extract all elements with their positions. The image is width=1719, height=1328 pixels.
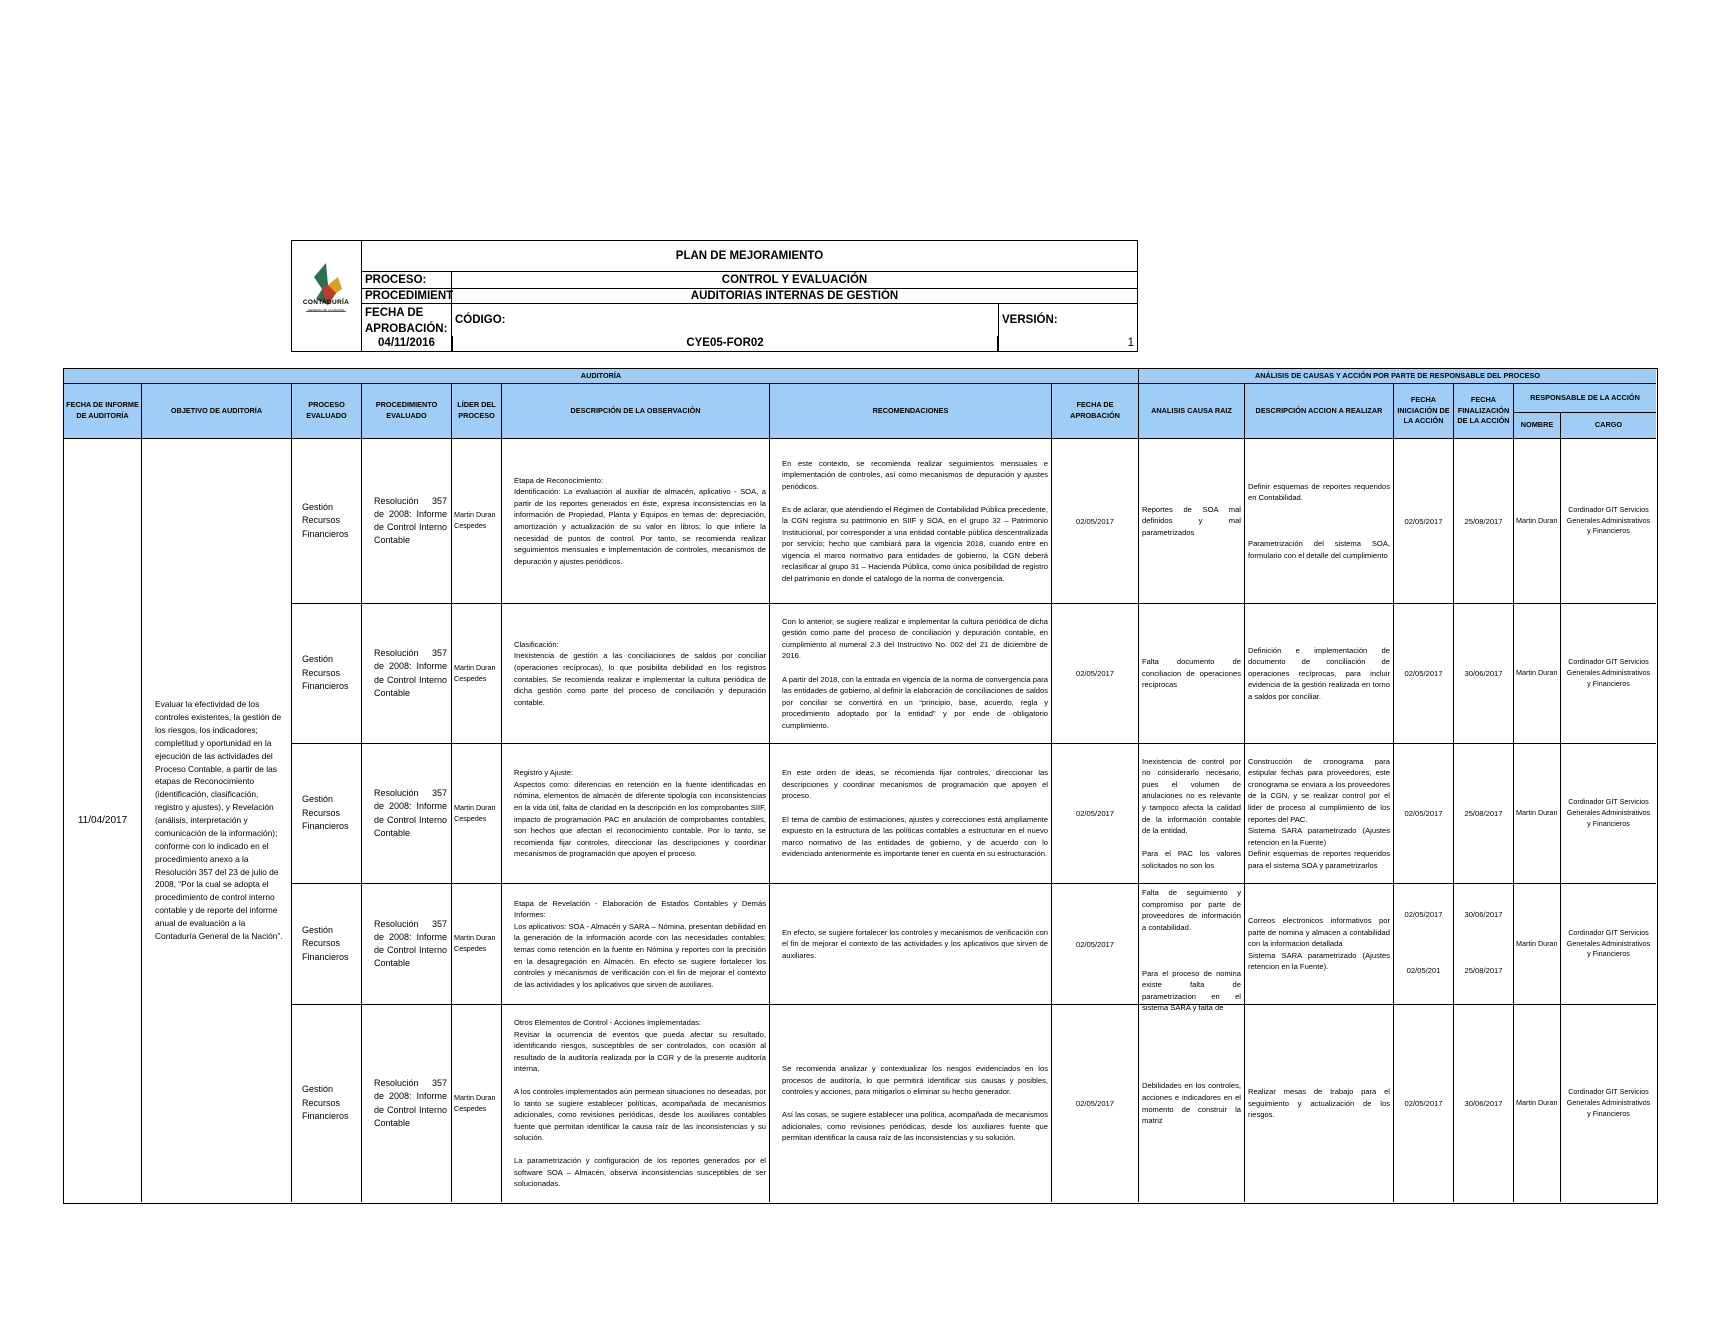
procedimiento-cell: Resolución 357 de 2008: Informe de Control Interno Contable (362, 744, 452, 884)
proceso-cell: Gestión Recursos Financieros (292, 1005, 362, 1202)
nombre-cell: Martin Duran (1514, 1005, 1561, 1202)
col-fecha-aprobacion: FECHA DE APROBACIÓN (1052, 384, 1139, 439)
fecha-label-line2: APROBACIÓN: (365, 323, 448, 335)
accion-cell (1245, 1005, 1394, 1202)
analisis-cell (1139, 1005, 1245, 1202)
analisis-cell (1139, 439, 1245, 604)
fecha-label-line1: FECHA DE (365, 307, 424, 319)
procedimiento-cell: Resolución 357 de 2008: Informe de Control Interno Contable (362, 439, 452, 604)
accion-text: Realizar mesas de trabajo para el seguimiento y actualización de los riesgos. (1248, 1087, 1390, 1120)
fecha-informe-cell: 11/04/2017 (64, 439, 142, 1202)
analisis-text: Debilidades en los controles, acciones e indicadores en el momento de construir la matriz (1142, 1081, 1241, 1126)
lider-cell: Martin Duran Cespedes (452, 1005, 502, 1202)
proceso-cell: Gestión Recursos Financieros (292, 604, 362, 744)
fecha-fin-cell: 30/06/2017 (1454, 1005, 1514, 1202)
cargo-cell: Cordinador GIT Servicios Generales Administrativos y Financieros (1561, 439, 1656, 604)
nombre-cell: Martin Duran (1514, 744, 1561, 884)
descripcion-text: Etapa de Revelación - Elaboración de Estados Contables y Demás Informes: Los aplicativos: SOA - Almacén y SARA – Nómina, presentan debilidad en la generación de la información acorde con las necesidades contables; temas como retención en la fuente en Nómina y reportes con la precisión en la desagregación en Almacén. En efecto se sugiere fortalecer los controles y mecanismos de verificación con el fin de mejorar el contexto de las actividades y los aplicativos que sirven de auxiliares. (514, 898, 766, 989)
descripcion-text: Clasificación: Inexistencia de gestión a las conciliaciones de saldos por conciliar (operaciones recíprocas), lo que posibilita debilidad en los registros contables. Se recomienda realizar e implementar la cultura periódica de dicha gestión como parte del proceso de conciliación y depuración contable. (514, 639, 766, 707)
col-responsable: RESPONSABLE DE LA ACCIÓN (1514, 384, 1656, 413)
codigo-label: CÓDIGO: (455, 314, 506, 326)
col-procedimiento: PROCEDIMIENTO EVALUADO (362, 384, 452, 439)
proceso-cell: Gestión Recursos Financieros (292, 884, 362, 1005)
recomendaciones-text: En este contexto, se recomienda realizar seguimientos mensuales e implementación de controles, así como mecanismos de depuración y ajustes periódicos. Es de aclarar, que atendiendo el Régimen de Contabilidad Pública precedente, la CGN registra su patrimonio en SIIF y SOA, en el grupo 32 – Patrimonio Institucional, por corresponder a una entidad contable pública descentralizada por servicio; hecho que cambiará para la vigencia 2018, cuando entre en vigencia el marco normativo para entidades de gobierno, la CGN deberá reclasificar al grupo 31 – Hacienda Pública, como única posibilidad de registro del patrimonio en donde el catalogo de la norma de convergencia. (782, 458, 1048, 583)
proceso-value: CONTROL Y EVALUACIÓN (452, 272, 1137, 289)
logo-icon (292, 241, 360, 349)
fecha-aprobacion-cell: 02/05/2017 (1052, 604, 1139, 744)
recomendaciones-text: En efecto, se sugiere fortalecer los controles y mecanismos de verificación con el fin de mejorar el contexto de las actividades y los aplicativos que sirven de auxiliares. (782, 927, 1048, 960)
fecha-fin-cell: 25/08/2017 (1454, 744, 1514, 884)
version-value: 1 (998, 336, 1137, 351)
fecha-inicio-cell (1394, 884, 1454, 1005)
analisis-text: Falta de seguimiento y compromiso por parte de proveedores de información a contabilidad. Para el proceso de nomina existe falta de parametrizacion en el sistema SARA y falta de (1142, 888, 1241, 1013)
document-header (291, 240, 1138, 352)
fecha-fin-2: 25/08/2017 (1464, 966, 1503, 975)
nombre-cell: Martin Duran (1514, 884, 1561, 1005)
analisis-text: Inexistencia de control por no considerarlo necesario, pues el volumen de anulaciones no es relevante y tampoco afecta la calidad de la información contable de la entidad. Para el PAC los valores solicitados no son los (1142, 756, 1241, 870)
proceso-label: PROCESO: (362, 272, 452, 289)
col-cargo: CARGO (1561, 413, 1656, 439)
procedimiento-cell: Resolución 357 de 2008: Informe de Control Interno Contable (362, 1005, 452, 1202)
group-header-analisis: ANÁLISIS DE CAUSAS Y ACCIÓN POR PARTE DE RESPONSABLE DEL PROCESO (1139, 369, 1656, 384)
recomendaciones-cell (770, 744, 1052, 884)
procedimiento-value: AUDITORIAS INTERNAS DE GESTIÓN (452, 289, 1137, 304)
fecha-inicio-cell: 02/05/2017 (1394, 744, 1454, 884)
codigo-value: CYE05-FOR02 (452, 336, 998, 351)
fecha-aprobacion-cell: 02/05/2017 (1052, 439, 1139, 604)
fecha-inicio-2: 02/05/201 (1406, 966, 1441, 975)
version-label: VERSIÓN: (998, 304, 1137, 336)
recomendaciones-cell (770, 604, 1052, 744)
accion-text: Definición e implementación de documento de conciliación de operaciones recíprocas, para incluir evidencia de la gestión realizada en torno a saldos por conciliar. (1248, 645, 1390, 701)
lider-cell: Martin Duran Cespedes (452, 604, 502, 744)
fecha-aprobacion-value: 04/11/2016 (362, 336, 452, 351)
col-fecha-informe: FECHA DE INFORME DE AUDITORÍA (64, 384, 142, 439)
proceso-cell: Gestión Recursos Financieros (292, 744, 362, 884)
accion-cell (1245, 884, 1394, 1005)
accion-cell (1245, 604, 1394, 744)
contaduria-logo (292, 241, 362, 351)
cargo-cell: Cordinador GIT Servicios Generales Administrativos y Financieros (1561, 604, 1656, 744)
objetivo-text: Evaluar la efectividad de los controles existentes, la gestión de los riesgos, los indicadores; completitud y oportunidad en la ejecución de las actividades del Proceso Contable, a partir de las etapas de Reconocimiento (identificación, clasificación, registro y ajustes), y Revelación (análisis, interpretación y comunicación de la información); conforme con lo indicado en el procedimiento anexo a la Resolución 357 del 23 de julio de 2008, “Por la cual se adopta el procedimiento de control interno contable y de reporte del informe anual de evaluación a la Contaduría General de la Nación”. (155, 699, 283, 941)
col-fecha-fin: FECHA FINALIZACIÓN DE LA ACCIÓN (1454, 384, 1514, 439)
cargo-cell: Cordinador GIT Servicios Generales Administrativos y Financieros (1566, 1087, 1651, 1118)
analisis-text: Falta documento de conciliacion de operaciones reciprocas (1142, 657, 1241, 690)
col-descripcion: DESCRIPCIÓN DE LA OBSERVACIÓN (502, 384, 770, 439)
descripcion-text: Etapa de Reconocimiento: Identificación: La evaluación al auxiliar de almacén, aplicativo - SOA, a partir de los reportes generados en éste, expresa inconsistencias en la información de Propiedad, Planta y Equipos en temas de: depreciación, amortización y actualización de su valor en libros; lo que infiere la necesidad de puntos de control. Por tanto, se recomienda realizar seguimientos mensuales e implementación de controles, mecanismos de depuración y ajustes periódicos. (514, 475, 766, 566)
recomendaciones-text: Con lo anterior, se sugiere realizar e implementar la cultura periódica de dicha gestión como parte del proceso de conciliación y depuración contable, en cumplimiento al numeral 2.3 del Instructivo No. 002 del 21 de diciembre de 2016. A partir del 2018, con la entrada en vigencia de la norma de convergencia para las entidades de gobierno, al definir la elaboración de conciliaciones de saldos por conciliar se convertirá en un “principio, base, acuerdo, regla y procedimiento adoptado por la entidad” y por ende de obligatorio cumplimiento. (782, 616, 1048, 730)
cargo-cell: Cordinador GIT Servicios Generales Administrativos y Financieros (1561, 884, 1656, 1005)
nombre-cell: Martin Duran (1514, 439, 1561, 604)
recomendaciones-text: En este orden de ideas, se recomienda fijar controles, direccionar las descripciones y coordinar mecanismos de programación que apoyen el proceso. El tema de cambio de estimaciones, ajustes y correcciones está ampliamente expuesto en la estructura de las políticas contables a estructurar en el nuevo marco normativo de las entidades de gobierno, y de acuerdo con lo evidenciado anteriormente es importante tener en cuenta en su estructuración. (782, 768, 1048, 859)
analisis-cell (1139, 744, 1245, 884)
analisis-cell (1139, 884, 1245, 1013)
descripcion-cell (502, 884, 770, 1005)
descripcion-cell (502, 1005, 770, 1202)
col-analisis: ANALISIS CAUSA RAIZ (1139, 384, 1245, 439)
procedimiento-cell: Resolución 357 de 2008: Informe de Control Interno Contable (362, 884, 452, 1005)
recomendaciones-cell (770, 1005, 1052, 1202)
accion-text: Correos electronicos informativos por parte de nomina y almacen a contabilidad con la informacion detallada Sistema SARA parametrizado (Ajustes retencion en la Fuente). (1248, 916, 1390, 972)
accion-cell (1245, 439, 1394, 604)
accion-text: Definir esquemas de reportes requeridos en Contabilidad. Parametrización del sistema SOA, formulario con el detalle del cumplimiento (1248, 481, 1390, 560)
fecha-inicio-1: 02/05/2017 (1404, 910, 1443, 919)
fecha-fin-cell (1454, 884, 1514, 1005)
analisis-text: Reportes de SOA mal definidos y mal parametrizados (1142, 504, 1241, 537)
document-title: PLAN DE MEJORAMIENTO (362, 241, 1137, 272)
descripcion-cell (502, 439, 770, 604)
plan-mejoramiento-table (63, 368, 1658, 1204)
recomendaciones-text: Se recomienda analizar y contextualizar los riesgos evidenciados en los procesos de auditoría, lo que permitirá identificar sus causas y posibles, controles y acciones, para mitigarlos o eliminar su hecho generador. Así las cosas, se sugiere establecer una política, acompañada de mecanismos adicionales, como revisiones periódicas, desde los auxiliares fuente que permitan identificar la causa raíz de las inconsistencias y su solución. (782, 1064, 1048, 1143)
lider-cell: Martin Duran Cespedes (452, 884, 502, 1005)
fecha-fin-1: 30/06/2017 (1464, 910, 1503, 919)
col-lider: LÍDER DEL PROCESO (452, 384, 502, 439)
proceso-cell: Gestión Recursos Financieros (292, 439, 362, 604)
lider-cell: Martin Duran Cespedes (452, 439, 502, 604)
lider-cell: Martin Duran Cespedes (452, 744, 502, 884)
col-nombre: NOMBRE (1514, 413, 1561, 439)
fecha-fin-cell: 30/06/2017 (1454, 604, 1514, 744)
fecha-aprobacion-cell: 02/05/2017 (1052, 744, 1139, 884)
fecha-inicio-cell: 02/05/2017 (1394, 439, 1454, 604)
fecha-inicio-cell: 02/05/2017 (1394, 1005, 1454, 1202)
col-fecha-inicio: FECHA INICIACIÓN DE LA ACCIÓN (1394, 384, 1454, 439)
descripcion-text: Otros Elementos de Control - Acciones Implementadas: Revisar la ocurrencia de eventos que pueda afectar su resultado, identificando riesgos, susceptibles de ser controlados, con ocasión al resultado de la auditoría realizada por la CGR y de la presente auditoría interna. A los controles implementados aún permean situaciones no deseadas, por lo tanto se sugiere establecer políticas, acompañada de mecanismos adicionales, como revisiones periódicas, desde los auxiliares contables fuente que permitan identificar la causa raíz de las inconsistencias y su solución. La parametrización y configuración de los reportes generados por el software SOA – Almacén, observa inconsistencias susceptibles de ser solucionadas. (514, 1018, 766, 1189)
objetivo-cell (142, 439, 292, 1202)
accion-cell (1245, 744, 1394, 884)
col-recomendaciones: RECOMENDACIONES (770, 384, 1052, 439)
fecha-aprobacion-cell: 02/05/2017 (1052, 1005, 1139, 1202)
col-objetivo: OBJETIVO DE AUDITORÍA (142, 384, 292, 439)
procedimiento-cell: Resolución 357 de 2008: Informe de Control Interno Contable (362, 604, 452, 744)
fecha-inicio-cell: 02/05/2017 (1394, 604, 1454, 744)
analisis-cell (1139, 604, 1245, 744)
fecha-aprobacion-cell: 02/05/2017 (1052, 884, 1139, 1005)
col-accion: DESCRIPCIÓN ACCION A REALIZAR (1245, 384, 1394, 439)
descripcion-cell (502, 604, 770, 744)
col-proceso: PROCESO EVALUADO (292, 384, 362, 439)
nombre-cell: Martin Duran (1514, 604, 1561, 744)
fecha-fin-cell: 25/08/2017 (1454, 439, 1514, 604)
logo-subtext: GENERAL DE LA NACIÓN (307, 308, 345, 312)
descripcion-cell (502, 744, 770, 884)
recomendaciones-cell (770, 439, 1052, 604)
procedimiento-label: PROCEDIMIENT (362, 289, 452, 304)
fecha-aprobacion-label (362, 304, 452, 336)
descripcion-text: Registro y Ajuste: Aspectos como: diferencias en retención en la fuente identificadas en nómina, elementos de almacén de diferente tipología con inconsistencias en la vida útil, falta de claridad en la descripción en los comprobantes SIIF, impacto de programación PAC en anulación de comprobantes contables, son hechos que afectan el reconocimiento contable. Por lo tanto, se recomienda fijar controles, direccionar las descripciones y coordinar mecanismos de programación que apoyen el proceso. (514, 768, 766, 859)
accion-text: Construcción de cronograma para estipular fechas para proveedores, este cronograma se enviara a los proveedores de la CGN, y se realizar control por el lider de proceso al cumplimiento de los reportes del PAC. Sistema SARA parametrizado (Ajustes retencion en la Fuente) Definir esquemas de reportes requeridos para el sistema SOA y parametrizarlos (1248, 756, 1390, 870)
group-header-auditoria: AUDITORÍA (64, 369, 1139, 384)
recomendaciones-cell (770, 884, 1052, 1005)
cargo-cell: Cordinador GIT Servicios Generales Administrativos y Financieros (1561, 744, 1656, 884)
logo-text: CONTADURÍA (302, 299, 350, 306)
